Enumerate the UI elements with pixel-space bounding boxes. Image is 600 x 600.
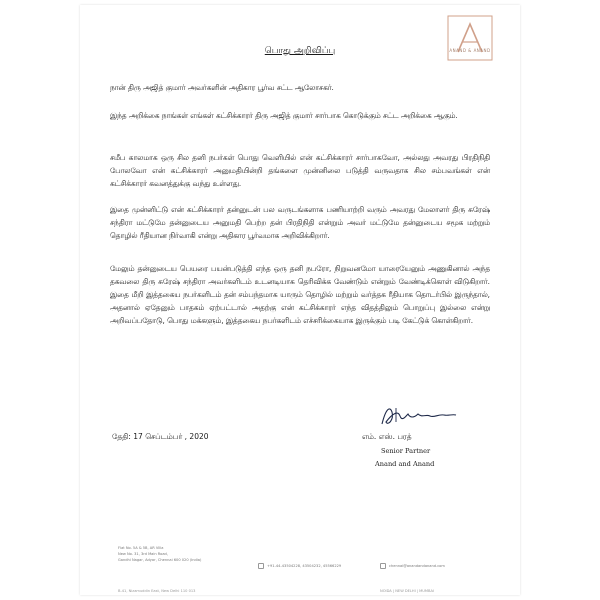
paragraph-1: நான் திரு அஜித் குமார் அவர்களின் அதிகார பூர்வ சட்ட ஆலோசகர்.	[110, 83, 334, 92]
footer-address-line: Gandhi Nagar, Adyar, Chennai 600 020 (India)	[118, 558, 202, 562]
footer-phone-text: +91-44-43504228, 43504232, 45566229	[267, 564, 342, 568]
signer-firm: Anand and Anand	[375, 460, 435, 468]
logo-text: ANAND & ANAND	[449, 48, 491, 53]
phone-icon	[258, 563, 264, 569]
paragraph-3: சமீப காலமாக ஒரு சில தனி நபர்கள் பொது வெளியில் என் கட்சிக்காரர் சார்பாகவோ, அல்லது அவரது பிரதிநிதி போலவோ என் கட்சிக்காரர் அனுமதியின்றி தங்களை முன்னிலை படுத்தி வருவதாக சில சம்பவங்கள் என் கட்சிக்காரர் கவனத்துக்கு வந்து உள்ளது.	[110, 153, 490, 188]
footer-delhi-address: B-41, Nizamuddin East, New Delhi 110 013	[118, 589, 196, 593]
footer-email-text: chennai@anandandanand.com	[389, 564, 445, 568]
footer-address	[118, 545, 201, 563]
footer-phone	[258, 563, 341, 569]
mail-icon	[380, 563, 386, 569]
paragraph-5: மேலும் தன்னுடைய பெயரை பயன்படுத்தி எந்த ஒரு தனி நபரோ, நிறுவனமோ யாரையேனும் அணுகினால் அந்த தகவலை திரு சுரேஷ் சந்திரா அவர்களிடம் உடனடியாக தெரிவிக்க வேண்டும் என்றும் வேண்டிக்கொள் விடுகிறார். இதை மீறி இத்தகைய நபர்களிடம் தன் சம்பந்தமாக யாரும் தொழில் மற்றும் வர்த்தக ரீதியாக தொடர்பில் இருந்தால், அதனால் ஏதேனும் பாதகம் ஏற்பட்டால் அதற்கு என் கட்சிக்காரர் எந்த விதத்திலும் பொறுப்பு இல்லை என்று அறிவப்பதோடு, பொது மக்களும், இத்தகைய நபர்களிடம் எச்சரிக்கையாக இருக்கும் படி கேட்டுக் கொள்கிறார்.	[110, 264, 490, 325]
footer-offices: NOIDA | NEW DELHI | MUMBAI	[380, 589, 435, 593]
notice-title: பொது அறிவிப்பு	[264, 46, 336, 56]
footer-address-line: Flat No. 5A & 5B, AR Villa	[118, 546, 164, 550]
paragraph-2: இந்த அறிக்கை நாங்கள் எங்கள் கட்சிக்காரர் திரு அஜித் குமார் சார்பாக கொடுக்கும் சட்ட அறிக்கை ஆகும்.	[110, 111, 458, 120]
signer-role: Senior Partner	[381, 447, 431, 455]
notice-date: தேதி: 17 செப்டம்பர் , 2020	[112, 432, 209, 441]
paragraph-4: இதை முன்னிட்டு என் கட்சிக்காரர் தன்னுடன் பல வருடங்களாக பணியாற்றி வரும் அவரது மேலாளர் திரு சுரேஷ் சந்திரா மட்டுமே தன்னுடைய அனுமதி பெற்ற தன் பிரதிநிதி என்றும் அவர் மட்டுமே தன்னுடைய சமூக மற்றும் தொழில் ரீதியான நிர்வாகி என்று அதிகார பூர்வமாக அறிவிக்கிறார்.	[110, 205, 490, 240]
signer-name: எம். எஸ். பரத்	[362, 432, 412, 441]
footer-email	[380, 563, 445, 569]
firm-logo	[440, 8, 500, 68]
handwritten-signature	[378, 402, 460, 430]
footer-address-line: New No. 31, 3rd Main Road,	[118, 552, 168, 556]
